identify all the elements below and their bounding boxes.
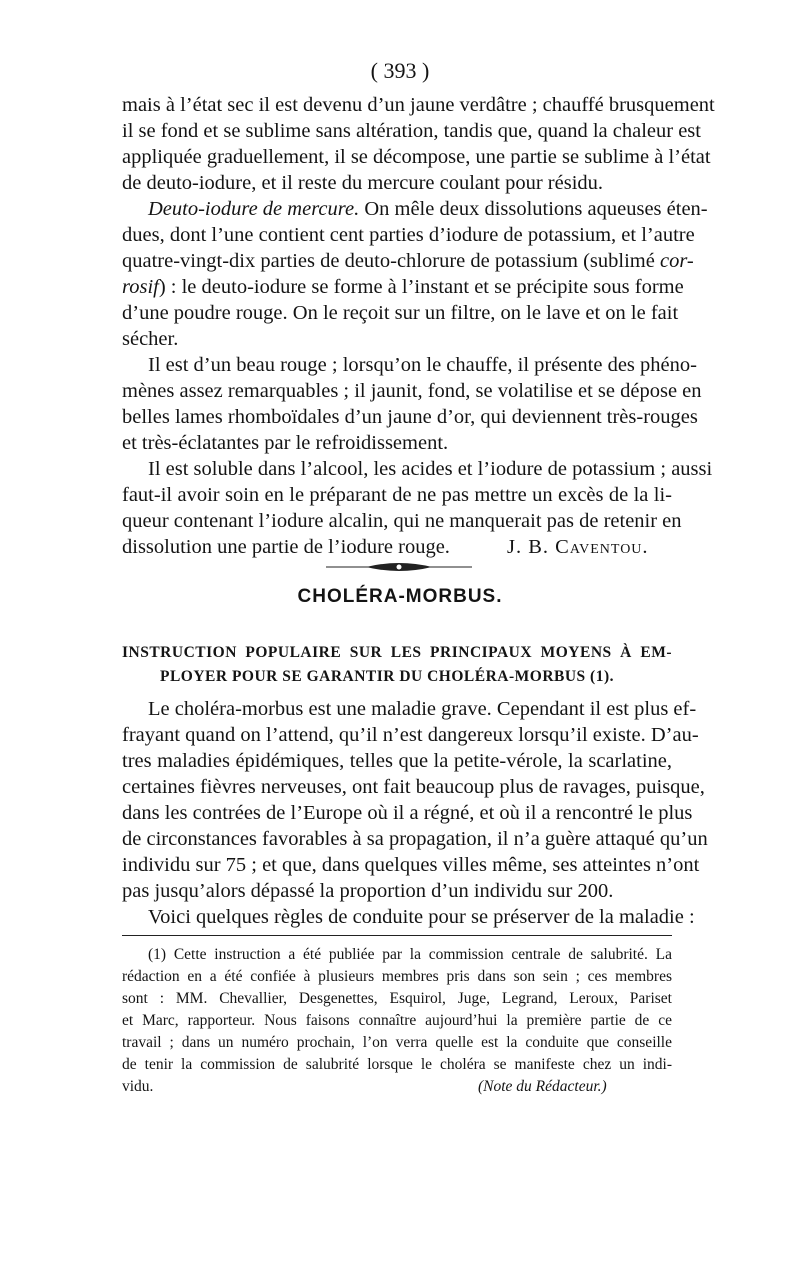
footnote-rule (122, 935, 672, 936)
paragraph-deuto-iodure (148, 196, 708, 222)
ornament-divider (326, 560, 472, 574)
text-segment: ) : le deuto-iodure se forme à l’instant et se précipite sous forme (158, 276, 684, 298)
compound-heading: Deuto-iodure de mercure. (148, 198, 360, 220)
italic-term: cor- (659, 250, 694, 272)
text-line: tres maladies épidémiques, telles que la petite-vérole, la scarlatine, (122, 750, 672, 772)
text-line: individu sur 75 ; et que, dans quelques villes même, ses atteintes n’ont (122, 854, 700, 876)
text-line: certaines fièvres nerveuses, ont fait beaucoup plus de ravages, puisque, (122, 776, 705, 798)
text-line: de deuto-iodure, et il reste du mercure coulant pour résidu. (122, 172, 604, 194)
author-signature: J. B. Caventou. (507, 536, 649, 558)
text-line: Il est d’un beau rouge ; lorsqu’on le chauffe, il présente des phéno- (148, 354, 697, 376)
text-line: dissolution une partie de l’iodure rouge. (122, 536, 450, 558)
text-line: belles lames rhomboïdales d’un jaune d’or, qui deviennent très-rouges (122, 406, 698, 428)
text-line: il se fond et se sublime sans altération, tandis que, quand la chaleur est (122, 120, 701, 142)
text-line: appliquée graduellement, il se décompose, une partie se sublime à l’état (122, 146, 711, 168)
text-line: dans les contrées de l’Europe où il a régné, et où il a rencontré le plus (122, 802, 693, 824)
footnote-line: vidu. (122, 1078, 154, 1095)
text-line (122, 274, 684, 300)
footnote-signature: (Note du Rédacteur.) (478, 1078, 607, 1095)
text-line: d’une poudre rouge. On le reçoit sur un filtre, on le lave et on le fait (122, 302, 679, 324)
text-line (122, 248, 694, 274)
text-line: et très-éclatantes par le refroidissement. (122, 432, 449, 454)
text-line: frayant quand on l’attend, qu’il n’est dangereux lorsqu’il existe. D’au- (122, 724, 699, 746)
text-line: Voici quelques règles de conduite pour se préserver de la maladie : (148, 906, 695, 928)
text-line: sécher. (122, 328, 179, 350)
text-segment: On mêle deux dissolutions aqueuses éten- (359, 198, 708, 220)
footnote-line: (1) Cette instruction a été publiée par la commission centrale de salubrité. La (148, 946, 672, 963)
text-line: de circonstances favorables à sa propagation, il n’a guère attaqué qu’un (122, 828, 708, 850)
footnote-line: de tenir la commission de salubrité lorsque le choléra se manifeste chez un indi- (122, 1056, 672, 1073)
text-line: Le choléra-morbus est une maladie grave. Cependant il est plus ef- (148, 698, 697, 720)
footnote-line: rédaction en a été confiée à plusieurs membres pris dans son sein ; ces membres (122, 968, 672, 985)
section-subheading: PLOYER POUR SE GARANTIR DU CHOLÉRA-MORBUS (1). (160, 668, 615, 685)
text-line: faut-il avoir soin en le préparant de ne pas mettre un excès de la li- (122, 484, 672, 506)
text-line: mais à l’état sec il est devenu d’un jaune verdâtre ; chauffé brusquement (122, 94, 715, 116)
text-line: dues, dont l’une contient cent parties d’iodure de potassium, et l’autre (122, 224, 695, 246)
page-number: ( 393 ) (370, 58, 430, 83)
text-segment: quatre-vingt-dix parties de deuto-chlorure de potassium (sublimé (122, 250, 660, 272)
text-line: pas jusqu’alors dépassé la proportion d’un individu sur 200. (122, 880, 614, 902)
section-subheading: INSTRUCTION POPULAIRE SUR LES PRINCIPAUX MOYENS À EM- (122, 644, 672, 661)
text-line: queur contenant l’iodure alcalin, qui ne manquerait pas de retenir en (122, 510, 682, 532)
footnote-line: sont : MM. Chevallier, Desgenettes, Esquirol, Juge, Legrand, Leroux, Pariset (122, 990, 672, 1007)
footnote-line: travail ; dans un numéro prochain, l’on verra quelle est la conduite que conseille (122, 1034, 672, 1051)
footnote-line: et Marc, rapporteur. Nous faisons connaître aujourd’hui la première partie de ce (122, 1012, 672, 1029)
text-line: mènes assez remarquables ; il jaunit, fond, se volatilise et se dépose en (122, 380, 702, 402)
section-title: CHOLÉRA-MORBUS. (297, 586, 503, 607)
italic-term: rosif (122, 276, 159, 298)
text-line: Il est soluble dans l’alcool, les acides et l’iodure de potassium ; aussi (148, 458, 713, 480)
